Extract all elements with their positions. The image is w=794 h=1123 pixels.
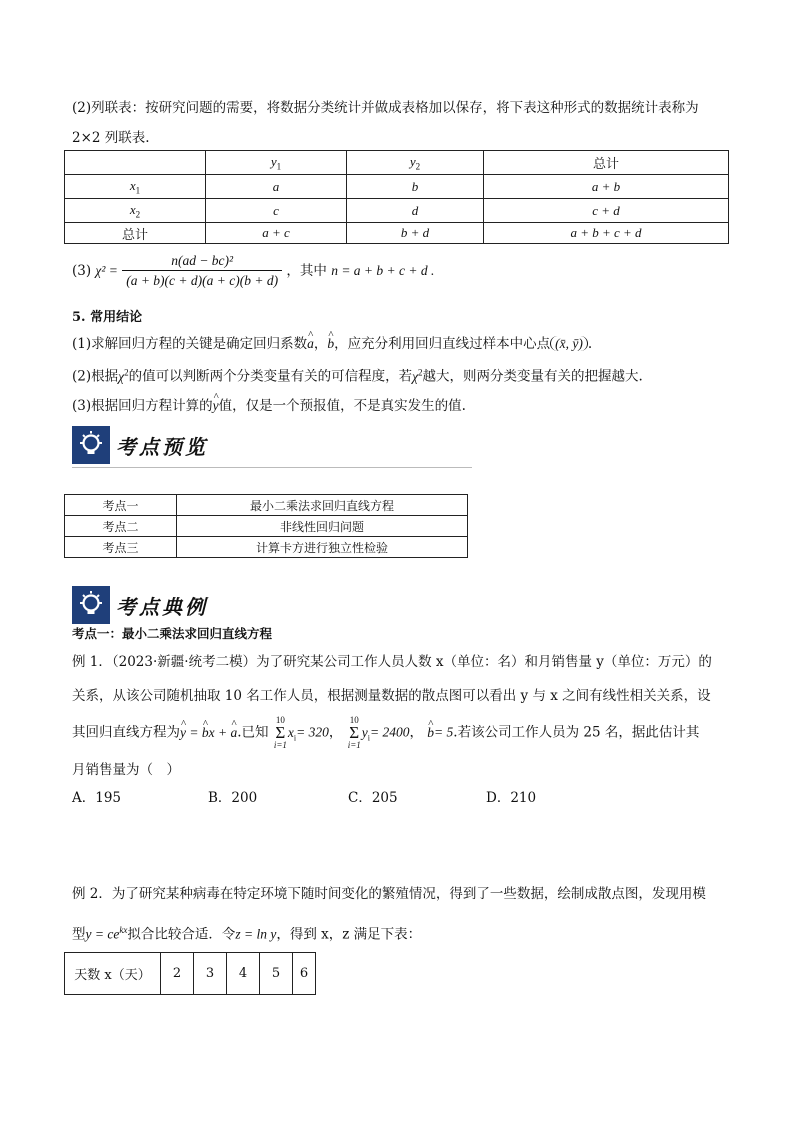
coefficient-b-hat: ^ b (327, 334, 334, 354)
formula-lhs: χ² = (95, 263, 118, 278)
conclusion-2-text-b: 的值可以判断两个分类变量有关的可信程度，若 (128, 368, 413, 385)
table-cell: 6 (293, 953, 316, 995)
table-cell: a (206, 175, 347, 199)
example1-line3-text-b: .已知 (237, 724, 269, 741)
conclusion-3-text-b: 值，仅是一个预报值，不是真实发生的值. (218, 398, 466, 414)
b-hat-value: = 5 (434, 724, 454, 740)
preview-table (64, 494, 468, 558)
table-cell: a + c (206, 223, 347, 244)
choice-d: D．210 (486, 790, 537, 806)
table-row (65, 223, 729, 244)
conclusion-3-text-a: (3)根据回归方程计算的 (72, 398, 213, 414)
choice-c: C．205 (348, 790, 398, 806)
table-cell: a + b + c + d (484, 223, 729, 244)
table-row (65, 199, 729, 223)
example1-line3-text-c: .若该公司工作人员为 25 名，据此估计其 (453, 724, 700, 741)
table-row (65, 953, 316, 995)
sum-x-value: = 320 (296, 724, 329, 740)
example2-line2-text-a: 型 (72, 926, 86, 943)
table-header-y2: $y_2$ (347, 151, 484, 175)
conclusion-2-text-a: (2)根据 (72, 368, 119, 385)
model-equation: y = ce (85, 926, 120, 942)
table-header-y1: $y_1$ (206, 151, 347, 175)
coefficient-a-hat: ^ a (307, 334, 314, 354)
conclusion-item-2 (72, 362, 643, 387)
formula-suffix: ，其中 (286, 263, 327, 279)
chi-square-symbol: $\chi^2$ (118, 367, 129, 384)
conclusion-item-3 (72, 396, 466, 416)
table-header-total: 总计 (484, 151, 729, 175)
table-row-label-total: 总计 (65, 223, 206, 244)
table-row (65, 537, 468, 558)
conclusion-item-1: (1)求解回归方程的关键是确定回归系数^ a，^ b，应充分利用回归直线过样本中心点 (x̄, ȳ) . (72, 334, 592, 354)
section2-line2: 2×2 列联表. (72, 130, 150, 146)
transform-equation: z = ln y (235, 926, 277, 942)
sum-y-value: = 2400 (370, 724, 410, 740)
y-hat: ^ y (213, 396, 219, 416)
table-header-cell: 天数 x（天） (65, 953, 161, 995)
table-cell: 考点二 (65, 516, 177, 537)
table-cell: 5 (260, 953, 293, 995)
table-cell: 计算卡方进行独立性检验 (177, 537, 468, 558)
conclusion-2-text-c: 越大，则两分类变量有关的把握越大. (422, 368, 643, 385)
sample-center: (x̄, ȳ) (550, 336, 588, 351)
table-cell: d (347, 199, 484, 223)
formula-denominator: (a + b)(c + d)(a + c)(b + d) (126, 273, 279, 288)
chi-square-symbol: $\chi^2$ (412, 367, 423, 384)
table-row (65, 175, 729, 199)
table-cell: 考点三 (65, 537, 177, 558)
example2-line2-text-b: 拟合比较合适．令 (127, 926, 236, 943)
table-cell: c + d (484, 199, 729, 223)
conclusion-1-text-c: . (587, 336, 593, 352)
conclusion-1-text-b: ，应充分利用回归直线过样本中心点 (334, 336, 551, 352)
banner-divider (72, 467, 472, 468)
section2-line1: (2)列联表：按研究问题的需要，将数据分类统计并做成表格加以保存，将下表这种形式的数据统计表称为 (72, 100, 699, 116)
b-hat-symbol: ^ b (427, 719, 434, 747)
lightbulb-icon (72, 586, 110, 624)
sum-x-label: $x_i$ (287, 724, 297, 743)
examples-banner (72, 585, 208, 625)
example2-line2-text-c: ，得到 x，z 满足下表： (276, 926, 422, 943)
chi-square-formula (72, 252, 434, 291)
choice-a: A．195 (72, 790, 122, 806)
example1-line3: 其回归直线方程为^ y = ^ bx + ^ a.已知 10 Σ $i=1x_i= 320$， 10 Σ $i=1y_i= 2400$， ^ b= 5.若该公司工作人员为 25 名，据此估计其 (72, 716, 699, 752)
formula-fraction (122, 252, 282, 291)
sum-symbol: 10 Σ i=1 (347, 715, 361, 750)
table-cell: 非线性回归问题 (177, 516, 468, 537)
contingency-table (64, 150, 729, 244)
lightbulb-icon (72, 426, 110, 464)
example1-line2: 关系，从该公司随机抽取 10 名工作人员，根据测量数据的散点图可以看出 y 与 x 之间有线性相关关系，设 (72, 688, 711, 704)
examples-banner-title: 考点典例 (116, 594, 208, 619)
choice-b: B．200 (208, 790, 258, 806)
days-table (64, 952, 316, 995)
example1-line3-text-a: 其回归直线方程为 (72, 724, 180, 741)
table-cell (65, 151, 206, 175)
conclusion-1-text-a: (1)求解回归方程的关键是确定回归系数 (72, 336, 308, 352)
sum-y-label: $y_i$ (361, 724, 370, 743)
example2-line2 (72, 920, 421, 945)
regression-equation: ^ y = ^ bx + ^ a (180, 725, 237, 740)
table-cell: 2 (161, 953, 194, 995)
example2-line1: 例 2．为了研究某种病毒在特定环境下随时间变化的繁殖情况，得到了一些数据，绘制成散点图，发现用模 (72, 886, 706, 902)
model-exponent: kx (119, 925, 128, 935)
table-row (65, 495, 468, 516)
table-cell: c (206, 199, 347, 223)
table-cell: 3 (194, 953, 227, 995)
table-cell: 4 (227, 953, 260, 995)
table-cell: a + b (484, 175, 729, 199)
preview-banner (72, 425, 208, 465)
formula-n-definition: n = a + b + c + d . (331, 263, 435, 278)
table-row-label-x2: $x_2$ (65, 199, 206, 223)
topic1-label: 考点一：最小二乘法求回归直线方程 (72, 626, 273, 641)
table-cell: 最小二乘法求回归直线方程 (177, 495, 468, 516)
table-row-label-x1: $x_1$ (65, 175, 206, 199)
conclusions-heading: 5. 常用结论 (72, 310, 143, 325)
example1-line4: 月销售量为（ ） (72, 762, 180, 778)
table-cell: b (347, 175, 484, 199)
example1-line1: 例 1．（2023·新疆·统考二模）为了研究某公司工作人员人数 x（单位：名）和月销售量 y（单位：万元）的 (72, 654, 712, 670)
formula-prefix: (3) (72, 263, 92, 279)
preview-banner-title: 考点预览 (116, 434, 208, 459)
table-cell: b + d (347, 223, 484, 244)
table-row (65, 516, 468, 537)
formula-numerator: n(ad − bc)² (122, 252, 282, 271)
sum-symbol: 10 Σ i=1 (273, 715, 287, 750)
table-cell: 考点一 (65, 495, 177, 516)
